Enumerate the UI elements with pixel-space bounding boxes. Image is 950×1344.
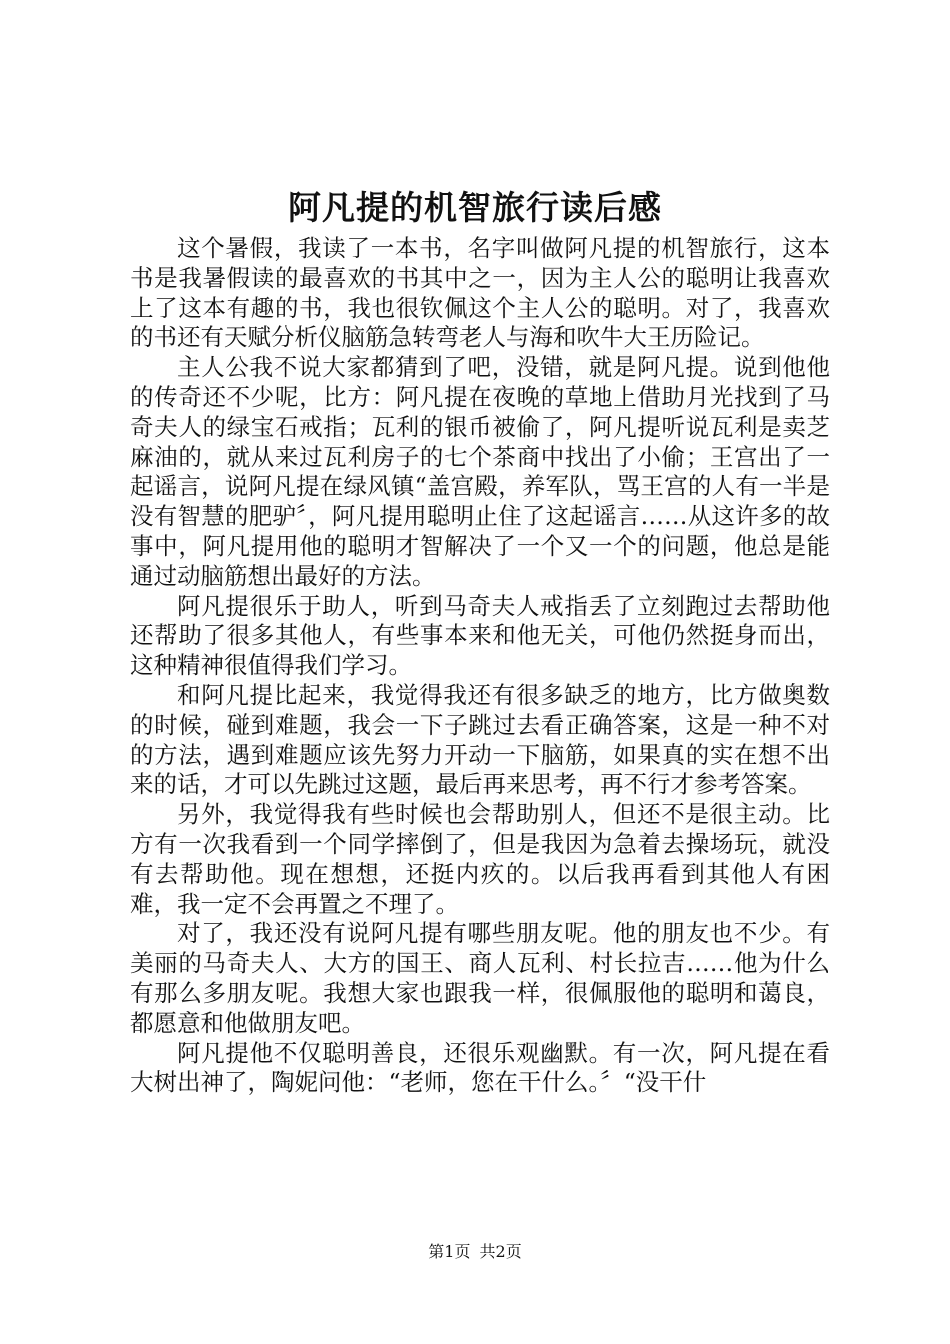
paragraph: 阿凡提他不仅聪明善良，还很乐观幽默。有一次，阿凡提在看大树出神了，陶妮问他：“老师，您在干什么。〞“没干什	[130, 1038, 830, 1097]
page-footer	[0, 1241, 950, 1263]
page-number: 第1页	[428, 1242, 471, 1261]
page-total: 共2页	[479, 1242, 522, 1261]
paragraph: 对了，我还没有说阿凡提有哪些朋友呢。他的朋友也不少。有美丽的马奇夫人、大方的国王、商人瓦利、村长拉吉……他为什么有那么多朋友呢。我想大家也跟我一样，很佩服他的聪明和蔼良，都愿意和他做朋友吧。	[130, 919, 830, 1037]
paragraph: 这个暑假，我读了一本书，名字叫做阿凡提的机智旅行，这本书是我暑假读的最喜欢的书其中之一，因为主人公的聪明让我喜欢上了这本有趣的书，我也很钦佩这个主人公的聪明。对了，我喜欢的书还有天赋分析仪脑筋急转弯老人与海和吹牛大王历险记。	[130, 234, 830, 352]
paragraph: 另外，我觉得我有些时候也会帮助别人，但还不是很主动。比方有一次我看到一个同学摔倒了，但是我因为急着去操场玩，就没有去帮助他。现在想想，还挺内疚的。以后我再看到其他人有困难，我一定不会再置之不理了。	[130, 800, 830, 918]
document-title: 阿凡提的机智旅行读后感	[288, 188, 662, 227]
paragraph: 和阿凡提比起来，我觉得我还有很多缺乏的地方，比方做奥数的时候，碰到难题，我会一下子跳过去看正确答案，这是一种不对的方法，遇到难题应该先努力开动一下脑筋，如果真的实在想不出来的话，才可以先跳过这题，最后再来思考，再不行才参考答案。	[130, 680, 830, 799]
paragraph: 阿凡提很乐于助人，听到马奇夫人戒指丢了立刻跑过去帮助他还帮助了很多其他人，有些事本来和他无关，可他仍然挺身而出，这种精神很值得我们学习。	[130, 591, 830, 680]
document-body	[130, 234, 830, 1098]
paragraph: 主人公我不说大家都猜到了吧，没错，就是阿凡提。说到他他的传奇还不少呢，比方：阿凡提在夜晚的草地上借助月光找到了马奇夫人的绿宝石戒指；瓦利的银币被偷了，阿凡提听说瓦利是卖芝麻油的，就从来过瓦利房子的七个茶商中找出了小偷；王宫出了一起谣言，说阿凡提在绿风镇“盖宫殿，养军队，骂王宫的人有一半是没有智慧的肥驴〞，阿凡提用聪明止住了这起谣言……从这许多的故事中，阿凡提用他的聪明才智解决了一个又一个的问题，他总是能通过动脑筋想出最好的方法。	[130, 353, 830, 590]
